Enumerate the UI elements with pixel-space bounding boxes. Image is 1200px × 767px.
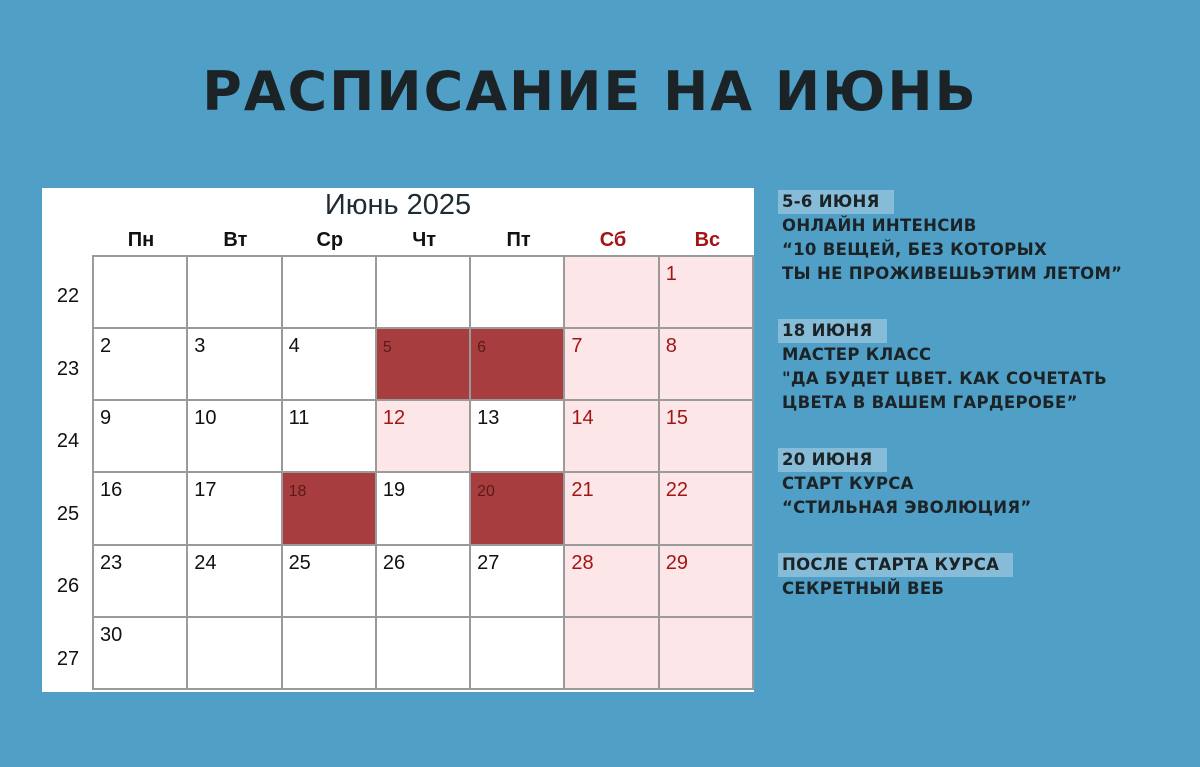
day-number: 9 — [100, 407, 112, 430]
week-number: 27 — [56, 647, 80, 670]
weekday-header: Пн — [127, 229, 155, 251]
day-number: 25 — [288, 551, 311, 574]
day-cell[interactable] — [94, 473, 186, 543]
day-number: 18 — [288, 483, 307, 501]
day-number: 19 — [382, 479, 406, 502]
event-description-line: ОНЛАЙН ИНТЕНСИВ — [782, 216, 977, 235]
day-cell[interactable] — [471, 546, 563, 616]
week-number: 25 — [56, 502, 80, 525]
week-number: 22 — [56, 285, 80, 307]
weekday-header: Пт — [506, 229, 531, 251]
day-number: 20 — [477, 483, 495, 501]
day-cell[interactable] — [471, 257, 563, 327]
day-cell[interactable] — [188, 329, 280, 399]
day-cell[interactable] — [188, 473, 280, 543]
day-number: 16 — [100, 479, 123, 502]
day-number: 6 — [477, 339, 487, 357]
day-cell[interactable] — [660, 401, 752, 471]
day-cell[interactable] — [660, 618, 752, 688]
day-number: 1 — [665, 263, 677, 285]
day-number: 30 — [100, 623, 123, 646]
day-cell[interactable] — [94, 401, 186, 471]
event-date: ПОСЛЕ СТАРТА КУРСА — [778, 553, 1013, 577]
event-description-line: МАСТЕР КЛАСС — [782, 345, 932, 364]
day-number: 14 — [571, 407, 594, 430]
event-description-line: ЦВЕТА В ВАШЕМ ГАРДЕРОБЕ” — [782, 393, 1078, 412]
event-date: 20 ИЮНЯ — [778, 448, 887, 472]
day-cell[interactable] — [377, 546, 469, 616]
day-number: 28 — [571, 551, 594, 574]
day-cell[interactable] — [565, 329, 657, 399]
day-number: 27 — [477, 551, 500, 574]
day-cell[interactable] — [660, 329, 752, 399]
day-number: 3 — [194, 335, 206, 358]
day-cell[interactable] — [377, 257, 469, 327]
event-description-line: ТЫ НЕ ПРОЖИВЕШЬЭТИМ ЛЕТОМ” — [782, 264, 1123, 283]
day-cell[interactable] — [94, 546, 186, 616]
day-number: 4 — [288, 335, 300, 358]
event-description-line: “СТИЛЬНАЯ ЭВОЛЮЦИЯ” — [782, 498, 1032, 517]
events-list — [778, 190, 1198, 634]
day-cell[interactable] — [283, 329, 375, 399]
day-cell[interactable] — [565, 401, 657, 471]
day-cell[interactable] — [283, 546, 375, 616]
day-number: 26 — [382, 551, 406, 574]
day-cell[interactable] — [377, 401, 469, 471]
day-cell[interactable] — [471, 473, 563, 543]
day-number: 21 — [571, 479, 594, 502]
day-cell[interactable] — [94, 257, 186, 327]
event-description-line: "ДА БУДЕТ ЦВЕТ. КАК СОЧЕТАТЬ — [782, 369, 1107, 388]
day-number: 2 — [100, 335, 112, 358]
week-number: 26 — [56, 575, 80, 597]
day-cell[interactable] — [94, 329, 186, 399]
day-cell[interactable] — [283, 618, 375, 688]
week-number: 23 — [56, 357, 80, 380]
day-cell[interactable] — [660, 546, 752, 616]
day-cell[interactable] — [660, 473, 752, 543]
day-number: 15 — [665, 407, 688, 430]
day-cell[interactable] — [565, 473, 657, 543]
calendar-month-title: Июнь 2025 — [324, 189, 472, 221]
day-number: 10 — [194, 407, 217, 430]
event-date: 5-6 ИЮНЯ — [778, 190, 894, 214]
event-item — [778, 553, 1198, 601]
day-number: 5 — [382, 339, 392, 357]
day-number: 7 — [571, 335, 583, 358]
event-item — [778, 319, 1198, 415]
weekday-header: Вс — [694, 229, 721, 251]
event-description-line: “10 ВЕЩЕЙ, БЕЗ КОТОРЫХ — [782, 240, 1047, 259]
day-number: 22 — [665, 479, 688, 502]
calendar — [42, 188, 754, 692]
event-description-line: СЕКРЕТНЫЙ ВЕБ — [782, 579, 945, 598]
day-number: 24 — [194, 551, 217, 574]
weekday-header: Вт — [223, 229, 248, 251]
day-number: 17 — [194, 479, 217, 502]
day-cell[interactable] — [471, 329, 563, 399]
weekday-header: Ср — [316, 229, 344, 251]
event-item — [778, 448, 1198, 520]
day-cell[interactable] — [283, 257, 375, 327]
week-number: 24 — [56, 430, 80, 452]
day-number: 13 — [477, 407, 500, 430]
day-cell[interactable] — [283, 401, 375, 471]
day-cell[interactable] — [94, 618, 186, 688]
event-item — [778, 190, 1198, 286]
day-cell[interactable] — [471, 401, 563, 471]
day-cell[interactable] — [565, 257, 657, 327]
event-date: 18 ИЮНЯ — [778, 319, 887, 343]
day-cell[interactable] — [188, 618, 280, 688]
day-number: 29 — [665, 551, 688, 574]
weekday-header: Чт — [412, 229, 437, 251]
day-cell[interactable] — [188, 257, 280, 327]
day-cell[interactable] — [660, 257, 752, 327]
day-cell[interactable] — [283, 473, 375, 543]
day-cell[interactable] — [377, 473, 469, 543]
day-cell[interactable] — [565, 618, 657, 688]
day-number: 11 — [288, 407, 310, 430]
day-cell[interactable] — [377, 329, 469, 399]
day-cell[interactable] — [188, 546, 280, 616]
day-cell[interactable] — [565, 546, 657, 616]
calendar-grid — [92, 255, 754, 690]
day-number: 12 — [382, 407, 406, 430]
day-cell[interactable] — [188, 401, 280, 471]
day-cell[interactable] — [471, 618, 563, 688]
event-description-line: СТАРТ КУРСА — [782, 474, 914, 493]
weekday-header: Сб — [599, 229, 627, 251]
day-number: 23 — [100, 551, 123, 574]
day-number: 8 — [665, 335, 677, 358]
day-cell[interactable] — [377, 618, 469, 688]
page-title: РАСПИСАНИЕ НА ИЮНЬ — [202, 60, 978, 123]
